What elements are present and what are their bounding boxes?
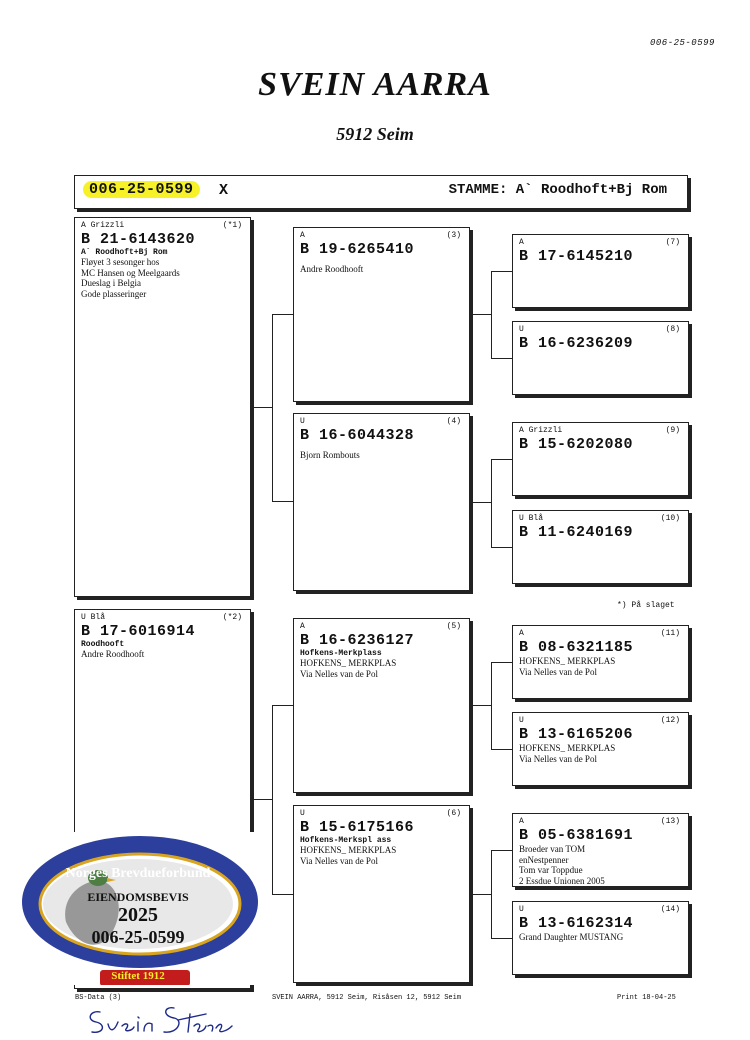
grandparent-box: [293, 227, 470, 402]
bird-label: U: [300, 417, 305, 426]
stamp-ring-number: 006-25-0599: [91, 927, 185, 947]
subject-ring-number: 006-25-0599: [83, 181, 200, 198]
bird-info-line: Fløyet 3 sesonger hos: [81, 257, 160, 267]
bird-index: (11): [660, 629, 680, 638]
bird-label: A Grizzli: [81, 221, 125, 230]
bird-label: A: [519, 817, 524, 826]
ring-number: B 17-6016914: [81, 623, 196, 640]
ring-number: B 16-6236209: [519, 335, 634, 352]
footer-print-date: Print 18-04-25: [617, 994, 676, 1002]
bird-label: U Blå: [81, 613, 106, 622]
ring-number: B 13-6165206: [519, 726, 634, 743]
subject-sex: X: [219, 182, 229, 199]
bird-strain: Hofkens-Merkplass: [300, 649, 382, 658]
great-grandparent-box: [512, 234, 689, 308]
bird-info-line: MC Hansen og Meelgaards: [81, 267, 180, 278]
bird-label: U: [300, 809, 305, 818]
owner-name: SVEIN AARRA: [258, 66, 492, 103]
bird-info-line: Via Nelles van de Pol: [300, 668, 378, 679]
handwritten-signature: [82, 1002, 247, 1040]
bird-info-line: HOFKENS_ MERKPLAS: [300, 658, 397, 668]
stamp-founded: Stiftet 1912: [111, 970, 165, 982]
bird-index: (4): [446, 417, 461, 426]
great-grandparent-box: [512, 422, 689, 496]
great-grandparent-box: [512, 510, 689, 584]
bird-info-line: Via Nelles van de Pol: [300, 855, 378, 866]
grandparent-box: [293, 413, 470, 591]
bird-index: (*2): [222, 613, 242, 622]
footer-software: BS-Data (3): [75, 994, 122, 1002]
ring-number: B 16-6236127: [300, 632, 415, 649]
stamp-organization: Norges Brevdueforbund: [65, 866, 211, 881]
bird-info-line: 2 Essdue Unionen 2005: [519, 875, 605, 886]
owner-city: 5912 Seim: [336, 124, 414, 144]
bird-label: U: [519, 716, 524, 725]
parent-box-sire: [74, 217, 251, 597]
pedigree-id: 006-25-0599: [650, 38, 715, 48]
ring-number: B 21-6143620: [81, 231, 196, 248]
bird-info-line: Tom var Toppdue: [519, 865, 583, 875]
bird-strain: Roodhooft: [81, 640, 125, 649]
bird-label: A: [519, 629, 524, 638]
bird-index: (13): [660, 817, 680, 826]
stamp-title: EIENDOMSBEVIS: [87, 890, 189, 904]
bird-index: (9): [665, 426, 680, 435]
bird-info-line: enNestpenner: [519, 854, 569, 865]
bird-index: (6): [446, 809, 461, 818]
grandparent-box: [293, 618, 470, 793]
bird-label: A: [300, 231, 305, 240]
bird-index: (3): [446, 231, 461, 240]
bird-label: A: [519, 238, 524, 247]
bird-info-line: Bjorn Rombouts: [300, 450, 360, 460]
bird-info-line: Andre Roodhooft: [300, 264, 364, 274]
ring-number: B 15-6175166: [300, 819, 415, 836]
bird-info-line: HOFKENS_ MERKPLAS: [519, 656, 616, 666]
ring-number: B 11-6240169: [519, 524, 634, 541]
bird-info-line: HOFKENS_ MERKPLAS: [300, 845, 397, 855]
ring-number: B 17-6145210: [519, 248, 634, 265]
bird-index: (10): [660, 514, 680, 523]
pedigree-header: [74, 175, 688, 209]
great-grandparent-box: [512, 625, 689, 699]
ring-number: B 08-6321185: [519, 639, 634, 656]
bird-label: U: [519, 325, 524, 334]
bird-label: U: [519, 905, 524, 914]
great-grandparent-box: [512, 901, 689, 975]
great-grandparent-box: [512, 321, 689, 395]
bird-info-line: Grand Daughter MUSTANG: [519, 932, 624, 942]
bird-info-line: Via Nelles van de Pol: [519, 666, 597, 677]
ring-number: B 19-6265410: [300, 241, 415, 258]
bird-info-line: Dueslag i Belgia: [81, 278, 141, 288]
bird-index: (7): [665, 238, 680, 247]
great-grandparent-box: [512, 712, 689, 786]
bird-info-line: Via Nelles van de Pol: [519, 753, 597, 764]
bird-label: A: [300, 622, 305, 631]
bird-label: A Grizzli: [519, 426, 563, 435]
bird-info-line: Andre Roodhooft: [81, 649, 145, 659]
bird-index: (14): [660, 905, 680, 914]
bird-info-line: HOFKENS_ MERKPLAS: [519, 743, 616, 753]
bird-strain: A` Roodhoft+Bj Rom: [81, 248, 168, 257]
bird-index: (12): [660, 716, 680, 725]
ownership-stamp: [10, 832, 266, 985]
ring-number: B 16-6044328: [300, 427, 415, 444]
bird-index: (*1): [222, 221, 242, 230]
note-on-loft: *) På slaget: [617, 601, 675, 610]
ring-number: B 15-6202080: [519, 436, 634, 453]
bird-index: (5): [446, 622, 461, 631]
bird-info-line: Gode plasseringer: [81, 288, 147, 299]
grandparent-box: [293, 805, 470, 983]
bird-index: (8): [665, 325, 680, 334]
stamp-year: 2025: [118, 904, 158, 926]
bird-label: U Blå: [519, 514, 544, 523]
footer-address: SVEIN AARRA, 5912 Seim, Risåsen 12, 5912 Seim: [272, 994, 462, 1002]
ring-number: B 05-6381691: [519, 827, 634, 844]
bird-info-line: Broeder van TOM: [519, 844, 586, 854]
strain-label: STAMME: A` Roodhoft+Bj Rom: [448, 182, 667, 198]
bird-strain: Hofkens-Merkspl ass: [300, 836, 392, 845]
ring-number: B 13-6162314: [519, 915, 634, 932]
great-grandparent-box: [512, 813, 689, 887]
